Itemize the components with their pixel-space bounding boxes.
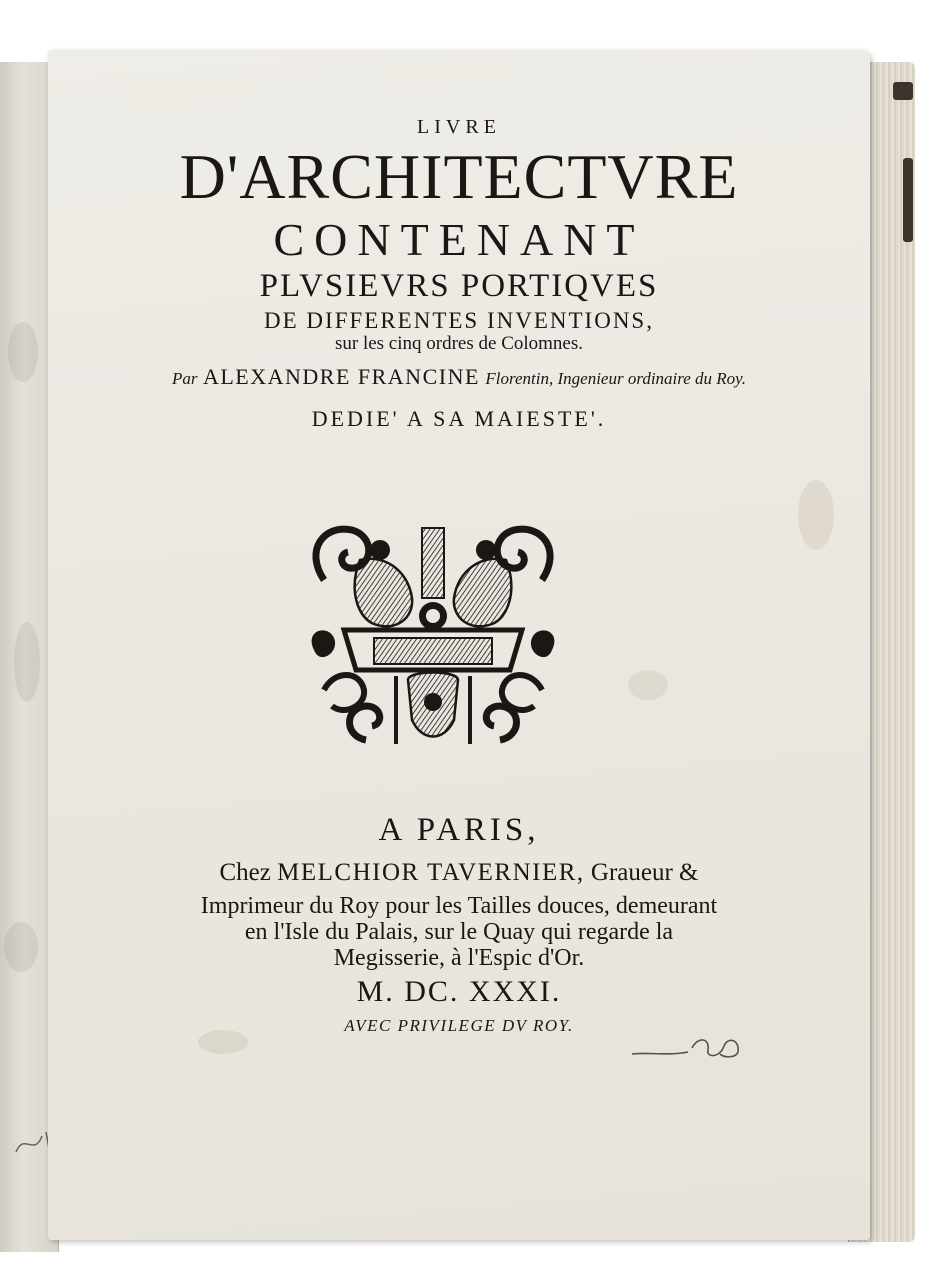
publication-year: M. DC. XXXI. xyxy=(356,975,562,1008)
imprint-place: A PARIS, xyxy=(378,812,540,848)
subtitle-differentes: DE DIFFERENTES INVENTIONS, xyxy=(264,308,654,333)
imprint-line-4: Megisserie, à l'Espic d'Or. xyxy=(333,945,585,971)
imprint-line-3: en l'Isle du Palais, sur le Quay qui regarde la xyxy=(244,919,674,945)
imprint-chez: Chez xyxy=(219,859,271,886)
author-description: Florentin, Ingenieur ordinaire du Roy. xyxy=(485,369,747,388)
imprint-printer-line xyxy=(48,856,870,890)
dedication: DEDIE' A SA MAIESTE'. xyxy=(311,406,607,431)
printers-ornament-icon xyxy=(304,520,562,746)
privilege-line: AVEC PRIVILEGE DV ROY. xyxy=(344,1016,574,1035)
author-par: Par xyxy=(171,369,198,388)
author-line xyxy=(48,362,870,394)
edge-stain xyxy=(903,158,913,242)
edge-stain xyxy=(893,82,913,100)
imprint-printer-name: MELCHIOR TAVERNIER, xyxy=(277,859,585,886)
foxing-spot xyxy=(628,670,668,700)
foxing-spot xyxy=(798,480,834,550)
title-page xyxy=(48,50,870,1240)
author-name: ALEXANDRE FRANCINE xyxy=(202,364,480,389)
subtitle-plusieurs: PLVSIEVRS PORTIQVES xyxy=(259,268,659,304)
imprint-line-2: Imprimeur du Roy pour les Tailles douces, demeurant xyxy=(200,893,718,919)
handwritten-pen-mark xyxy=(628,1028,748,1062)
stain xyxy=(14,622,40,702)
imprint-chez-tail: Graueur & xyxy=(590,859,699,886)
main-title: D'ARCHITECTVRE xyxy=(179,141,739,212)
stain xyxy=(4,922,38,972)
subtitle-contenant: CONTENANT xyxy=(273,214,645,265)
stain xyxy=(8,322,38,382)
subtitle-cinq-ordres: sur les cinq ordres de Colomnes. xyxy=(334,333,583,354)
heading-livre: LIVRE xyxy=(417,116,501,138)
